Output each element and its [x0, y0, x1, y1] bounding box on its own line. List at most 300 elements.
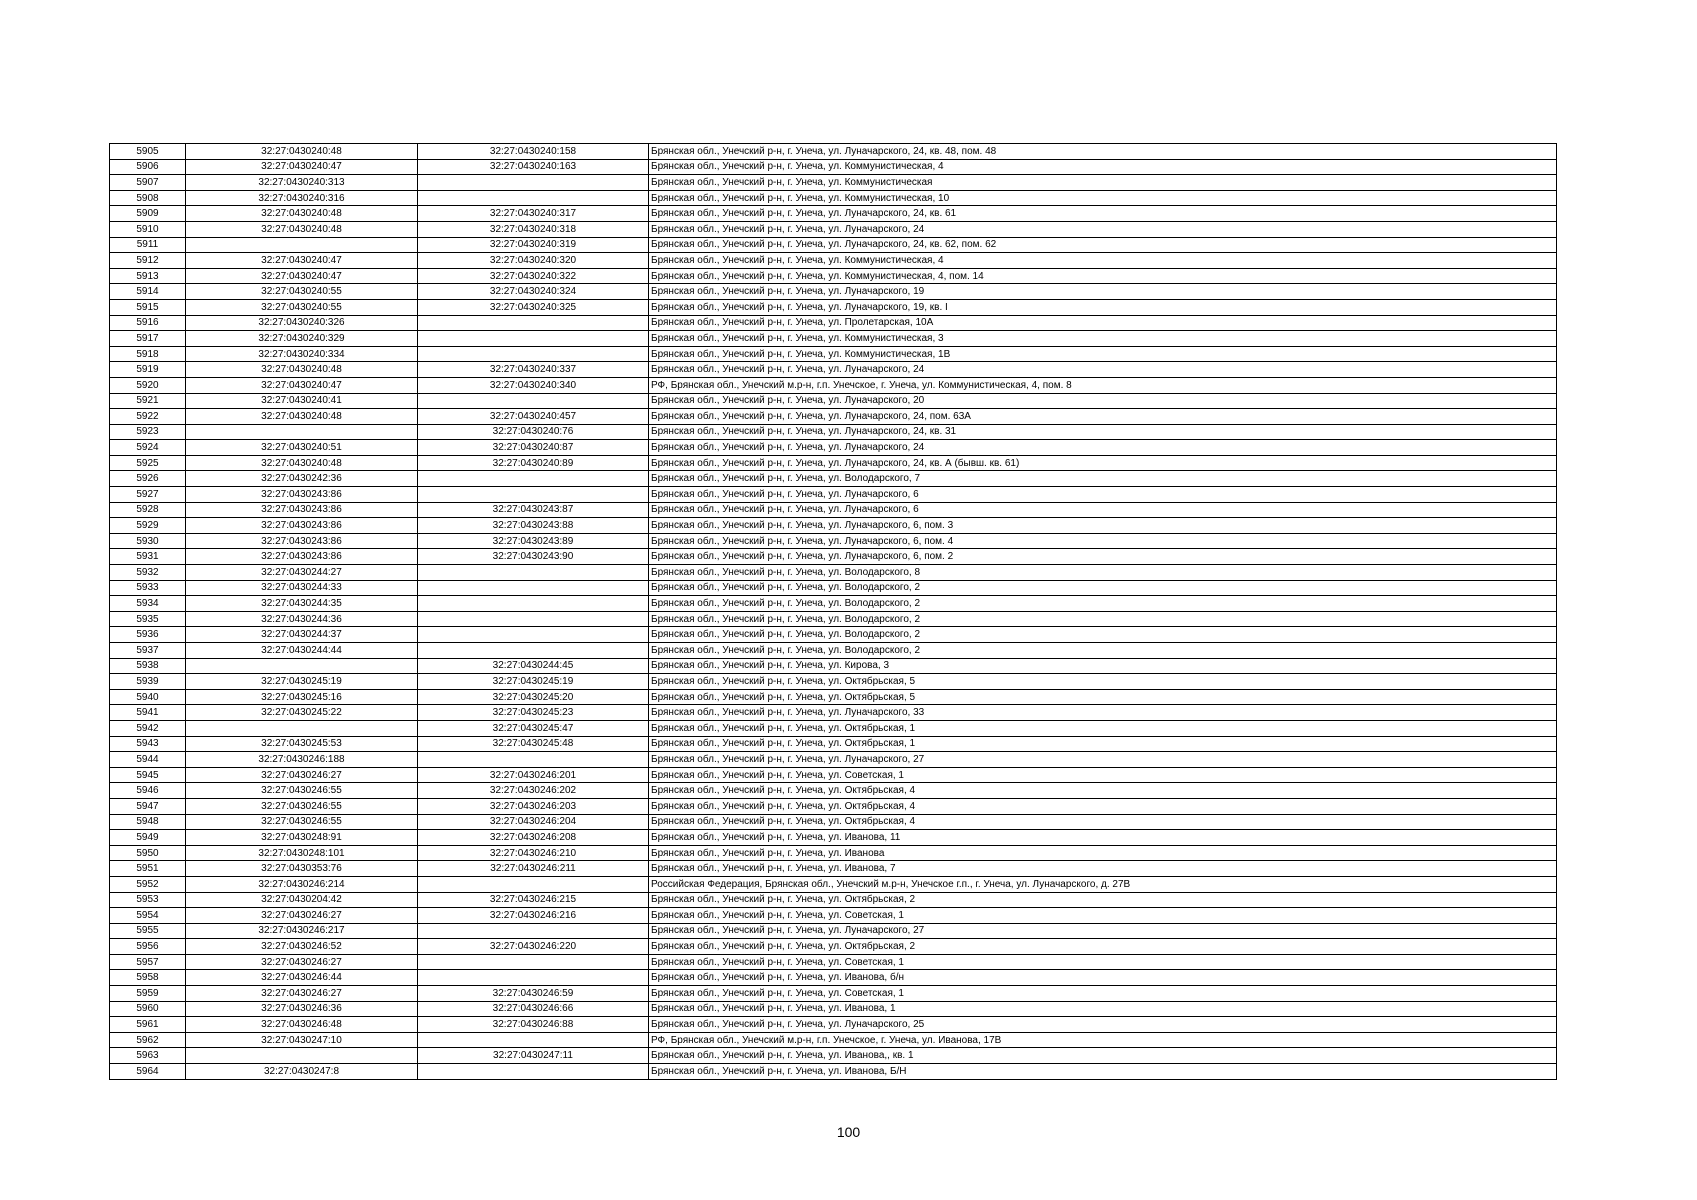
row-number-cell: 5943: [110, 736, 186, 752]
parcel-number-cell: 32:27:0430246:48: [186, 1017, 418, 1033]
address-cell: Брянская обл., Унечский р-н, г. Унеча, ул. Володарского, 8: [649, 565, 1557, 581]
object-number-cell: 32:27:0430246:59: [418, 986, 649, 1002]
parcel-number-cell: 32:27:0430246:217: [186, 923, 418, 939]
address-cell: Брянская обл., Унечский р-н, г. Унеча, ул. Октябрьская, 4: [649, 783, 1557, 799]
table-row: [110, 471, 1557, 487]
table-row: [110, 689, 1557, 705]
parcel-number-cell: 32:27:0430248:101: [186, 845, 418, 861]
address-cell: Брянская обл., Унечский р-н, г. Унеча, ул. Луначарского, 27: [649, 923, 1557, 939]
table-row: [110, 580, 1557, 596]
parcel-number-cell: 32:27:0430247:10: [186, 1032, 418, 1048]
address-cell: Брянская обл., Унечский р-н, г. Унеча, ул. Кирова, 3: [649, 658, 1557, 674]
row-number-cell: 5919: [110, 362, 186, 378]
table-row: [110, 1064, 1557, 1080]
address-cell: РФ, Брянская обл., Унечский м.р-н, г.п. Унечское, г. Унеча, ул. Иванова, 17В: [649, 1032, 1557, 1048]
table-row: [110, 643, 1557, 659]
address-cell: Брянская обл., Унечский р-н, г. Унеча, ул. Луначарского, 24, кв. 61: [649, 206, 1557, 222]
row-number-cell: 5963: [110, 1048, 186, 1064]
row-number-cell: 5948: [110, 814, 186, 830]
object-number-cell: [418, 876, 649, 892]
row-number-cell: 5956: [110, 939, 186, 955]
table-row: [110, 549, 1557, 565]
parcel-number-cell: 32:27:0430246:36: [186, 1001, 418, 1017]
object-number-cell: 32:27:0430240:325: [418, 299, 649, 315]
parcel-number-cell: 32:27:0430246:27: [186, 954, 418, 970]
table-row: [110, 767, 1557, 783]
parcel-number-cell: 32:27:0430246:52: [186, 939, 418, 955]
row-number-cell: 5925: [110, 455, 186, 471]
parcel-number-cell: 32:27:0430204:42: [186, 892, 418, 908]
parcel-number-cell: 32:27:0430247:8: [186, 1064, 418, 1080]
object-number-cell: 32:27:0430246:211: [418, 861, 649, 877]
parcel-number-cell: 32:27:0430244:36: [186, 611, 418, 627]
address-cell: Брянская обл., Унечский р-н, г. Унеча, ул. Луначарского, 6, пом. 3: [649, 518, 1557, 534]
address-cell: Брянская обл., Унечский р-н, г. Унеча, ул. Иванова, 11: [649, 830, 1557, 846]
address-cell: Брянская обл., Унечский р-н, г. Унеча, ул. Октябрьская, 2: [649, 892, 1557, 908]
object-number-cell: 32:27:0430243:89: [418, 533, 649, 549]
object-number-cell: 32:27:0430243:87: [418, 502, 649, 518]
parcel-number-cell: 32:27:0430246:214: [186, 876, 418, 892]
row-number-cell: 5944: [110, 752, 186, 768]
parcel-number-cell: 32:27:0430246:55: [186, 798, 418, 814]
parcel-number-cell: 32:27:0430240:41: [186, 393, 418, 409]
table-row: [110, 487, 1557, 503]
address-cell: Брянская обл., Унечский р-н, г. Унеча, ул. Володарского, 2: [649, 643, 1557, 659]
row-number-cell: 5957: [110, 954, 186, 970]
table-row: [110, 455, 1557, 471]
object-number-cell: 32:27:0430243:90: [418, 549, 649, 565]
object-number-cell: 32:27:0430246:202: [418, 783, 649, 799]
object-number-cell: 32:27:0430246:66: [418, 1001, 649, 1017]
address-cell: РФ, Брянская обл., Унечский м.р-н, г.п. Унечское, г. Унеча, ул. Коммунистическая, 4, пом. 8: [649, 377, 1557, 393]
parcel-number-cell: 32:27:0430240:313: [186, 175, 418, 191]
object-number-cell: 32:27:0430240:76: [418, 424, 649, 440]
address-cell: Брянская обл., Унечский р-н, г. Унеча, ул. Иванова: [649, 845, 1557, 861]
parcel-number-cell: 32:27:0430240:47: [186, 268, 418, 284]
parcel-number-cell: 32:27:0430240:48: [186, 221, 418, 237]
address-cell: Брянская обл., Унечский р-н, г. Унеча, ул. Луначарского, 19, кв. I: [649, 299, 1557, 315]
address-cell: Брянская обл., Унечский р-н, г. Унеча, ул. Луначарского, 6: [649, 502, 1557, 518]
row-number-cell: 5934: [110, 596, 186, 612]
table-row: [110, 144, 1557, 160]
object-number-cell: [418, 471, 649, 487]
row-number-cell: 5917: [110, 331, 186, 347]
parcel-number-cell: 32:27:0430240:329: [186, 331, 418, 347]
address-cell: Брянская обл., Унечский р-н, г. Унеча, ул. Володарского, 2: [649, 627, 1557, 643]
table-row: [110, 424, 1557, 440]
parcel-number-cell: 32:27:0430240:55: [186, 299, 418, 315]
address-cell: Брянская обл., Унечский р-н, г. Унеча, ул. Луначарского, 24: [649, 221, 1557, 237]
parcel-number-cell: 32:27:0430245:22: [186, 705, 418, 721]
parcel-number-cell: [186, 237, 418, 253]
object-number-cell: [418, 752, 649, 768]
object-number-cell: [418, 565, 649, 581]
parcel-number-cell: 32:27:0430353:76: [186, 861, 418, 877]
row-number-cell: 5938: [110, 658, 186, 674]
table-row: [110, 221, 1557, 237]
row-number-cell: 5955: [110, 923, 186, 939]
table-row: [110, 814, 1557, 830]
table-row: [110, 705, 1557, 721]
object-number-cell: [418, 393, 649, 409]
row-number-cell: 5908: [110, 190, 186, 206]
address-cell: Брянская обл., Унечский р-н, г. Унеча, ул. Иванова, 7: [649, 861, 1557, 877]
parcel-number-cell: 32:27:0430240:47: [186, 377, 418, 393]
object-number-cell: [418, 627, 649, 643]
parcel-number-cell: 32:27:0430246:27: [186, 908, 418, 924]
object-number-cell: 32:27:0430246:201: [418, 767, 649, 783]
table-row: [110, 346, 1557, 362]
object-number-cell: [418, 643, 649, 659]
parcel-number-cell: [186, 424, 418, 440]
address-cell: Брянская обл., Унечский р-н, г. Унеча, ул. Луначарского, 33: [649, 705, 1557, 721]
parcel-number-cell: 32:27:0430243:86: [186, 487, 418, 503]
row-number-cell: 5907: [110, 175, 186, 191]
row-number-cell: 5924: [110, 440, 186, 456]
row-number-cell: 5935: [110, 611, 186, 627]
object-number-cell: 32:27:0430246:208: [418, 830, 649, 846]
row-number-cell: 5929: [110, 518, 186, 534]
address-cell: Брянская обл., Унечский р-н, г. Унеча, ул. Луначарского, 24, кв. 62, пом. 62: [649, 237, 1557, 253]
object-number-cell: [418, 331, 649, 347]
table-row: [110, 908, 1557, 924]
table-row: [110, 299, 1557, 315]
table-row: [110, 939, 1557, 955]
parcel-number-cell: 32:27:0430246:44: [186, 970, 418, 986]
table-row: [110, 502, 1557, 518]
table-row: [110, 253, 1557, 269]
table-row: [110, 752, 1557, 768]
table-row: [110, 1048, 1557, 1064]
address-cell: Брянская обл., Унечский р-н, г. Унеча, ул. Октябрьская, 5: [649, 689, 1557, 705]
table-row: [110, 845, 1557, 861]
object-number-cell: 32:27:0430245:47: [418, 720, 649, 736]
parcel-number-cell: 32:27:0430248:91: [186, 830, 418, 846]
address-cell: Брянская обл., Унечский р-н, г. Унеча, ул. Иванова, б/н: [649, 970, 1557, 986]
row-number-cell: 5922: [110, 409, 186, 425]
parcel-number-cell: 32:27:0430246:188: [186, 752, 418, 768]
registry-table-body: [110, 144, 1557, 1080]
table-row: [110, 268, 1557, 284]
object-number-cell: 32:27:0430240:320: [418, 253, 649, 269]
row-number-cell: 5933: [110, 580, 186, 596]
registry-table: [109, 143, 1557, 1080]
row-number-cell: 5960: [110, 1001, 186, 1017]
row-number-cell: 5952: [110, 876, 186, 892]
object-number-cell: 32:27:0430240:340: [418, 377, 649, 393]
parcel-number-cell: 32:27:0430246:27: [186, 986, 418, 1002]
table-row: [110, 783, 1557, 799]
address-cell: Брянская обл., Унечский р-н, г. Унеча, ул. Октябрьская, 4: [649, 798, 1557, 814]
object-number-cell: [418, 1064, 649, 1080]
address-cell: Брянская обл., Унечский р-н, г. Унеча, ул. Иванова,, кв. 1: [649, 1048, 1557, 1064]
parcel-number-cell: 32:27:0430240:334: [186, 346, 418, 362]
object-number-cell: [418, 346, 649, 362]
address-cell: Брянская обл., Унечский р-н, г. Унеча, ул. Октябрьская, 4: [649, 814, 1557, 830]
parcel-number-cell: 32:27:0430243:86: [186, 549, 418, 565]
parcel-number-cell: 32:27:0430246:55: [186, 814, 418, 830]
parcel-number-cell: 32:27:0430246:27: [186, 767, 418, 783]
address-cell: Брянская обл., Унечский р-н, г. Унеча, ул. Луначарского, 19: [649, 284, 1557, 300]
parcel-number-cell: 32:27:0430240:51: [186, 440, 418, 456]
row-number-cell: 5951: [110, 861, 186, 877]
row-number-cell: 5932: [110, 565, 186, 581]
address-cell: Брянская обл., Унечский р-н, г. Унеча, ул. Пролетарская, 10А: [649, 315, 1557, 331]
row-number-cell: 5954: [110, 908, 186, 924]
object-number-cell: 32:27:0430246:215: [418, 892, 649, 908]
object-number-cell: [418, 190, 649, 206]
object-number-cell: 32:27:0430243:88: [418, 518, 649, 534]
address-cell: Брянская обл., Унечский р-н, г. Унеча, ул. Коммунистическая, 4: [649, 253, 1557, 269]
address-cell: Брянская обл., Унечский р-н, г. Унеча, ул. Октябрьская, 1: [649, 720, 1557, 736]
row-number-cell: 5931: [110, 549, 186, 565]
object-number-cell: 32:27:0430240:158: [418, 144, 649, 160]
parcel-number-cell: 32:27:0430240:326: [186, 315, 418, 331]
row-number-cell: 5906: [110, 159, 186, 175]
row-number-cell: 5910: [110, 221, 186, 237]
table-row: [110, 409, 1557, 425]
address-cell: Брянская обл., Унечский р-н, г. Унеча, ул. Коммунистическая, 10: [649, 190, 1557, 206]
parcel-number-cell: 32:27:0430240:55: [186, 284, 418, 300]
row-number-cell: 5962: [110, 1032, 186, 1048]
parcel-number-cell: 32:27:0430240:316: [186, 190, 418, 206]
table-row: [110, 377, 1557, 393]
parcel-number-cell: 32:27:0430240:48: [186, 144, 418, 160]
parcel-number-cell: 32:27:0430246:55: [186, 783, 418, 799]
object-number-cell: [418, 954, 649, 970]
row-number-cell: 5915: [110, 299, 186, 315]
object-number-cell: 32:27:0430240:87: [418, 440, 649, 456]
row-number-cell: 5959: [110, 986, 186, 1002]
address-cell: Брянская обл., Унечский р-н, г. Унеча, ул. Луначарского, 24: [649, 362, 1557, 378]
object-number-cell: 32:27:0430246:220: [418, 939, 649, 955]
table-row: [110, 393, 1557, 409]
address-cell: Брянская обл., Унечский р-н, г. Унеча, ул. Советская, 1: [649, 986, 1557, 1002]
table-row: [110, 206, 1557, 222]
address-cell: Брянская обл., Унечский р-н, г. Унеча, ул. Луначарского, 24, кв. 48, пом. 48: [649, 144, 1557, 160]
row-number-cell: 5940: [110, 689, 186, 705]
address-cell: Брянская обл., Унечский р-н, г. Унеча, ул. Октябрьская, 2: [649, 939, 1557, 955]
parcel-number-cell: [186, 720, 418, 736]
address-cell: Брянская обл., Унечский р-н, г. Унеча, ул. Луначарского, 6, пом. 4: [649, 533, 1557, 549]
table-row: [110, 923, 1557, 939]
object-number-cell: [418, 1032, 649, 1048]
table-row: [110, 674, 1557, 690]
address-cell: Брянская обл., Унечский р-н, г. Унеча, ул. Луначарского, 6: [649, 487, 1557, 503]
object-number-cell: 32:27:0430240:318: [418, 221, 649, 237]
row-number-cell: 5961: [110, 1017, 186, 1033]
parcel-number-cell: 32:27:0430245:53: [186, 736, 418, 752]
parcel-number-cell: 32:27:0430245:16: [186, 689, 418, 705]
table-row: [110, 175, 1557, 191]
object-number-cell: [418, 970, 649, 986]
address-cell: Российская Федерация, Брянская обл., Унечский м.р-н, Унечское г.п., г. Унеча, ул. Луначарского, д. 27В: [649, 876, 1557, 892]
table-row: [110, 954, 1557, 970]
row-number-cell: 5913: [110, 268, 186, 284]
object-number-cell: [418, 611, 649, 627]
row-number-cell: 5947: [110, 798, 186, 814]
address-cell: Брянская обл., Унечский р-н, г. Унеча, ул. Луначарского, 24, пом. 63А: [649, 409, 1557, 425]
address-cell: Брянская обл., Унечский р-н, г. Унеча, ул. Советская, 1: [649, 908, 1557, 924]
address-cell: Брянская обл., Унечский р-н, г. Унеча, ул. Луначарского, 25: [649, 1017, 1557, 1033]
address-cell: Брянская обл., Унечский р-н, г. Унеча, ул. Володарского, 2: [649, 580, 1557, 596]
object-number-cell: 32:27:0430247:11: [418, 1048, 649, 1064]
address-cell: Брянская обл., Унечский р-н, г. Унеча, ул. Луначарского, 27: [649, 752, 1557, 768]
table-row: [110, 284, 1557, 300]
table-row: [110, 627, 1557, 643]
table-row: [110, 658, 1557, 674]
row-number-cell: 5920: [110, 377, 186, 393]
object-number-cell: 32:27:0430246:210: [418, 845, 649, 861]
object-number-cell: [418, 596, 649, 612]
row-number-cell: 5927: [110, 487, 186, 503]
table-row: [110, 190, 1557, 206]
object-number-cell: 32:27:0430246:88: [418, 1017, 649, 1033]
address-cell: Брянская обл., Унечский р-н, г. Унеча, ул. Коммунистическая, 4, пом. 14: [649, 268, 1557, 284]
table-row: [110, 331, 1557, 347]
table-row: [110, 518, 1557, 534]
address-cell: Брянская обл., Унечский р-н, г. Унеча, ул. Володарского, 7: [649, 471, 1557, 487]
row-number-cell: 5942: [110, 720, 186, 736]
row-number-cell: 5937: [110, 643, 186, 659]
row-number-cell: 5964: [110, 1064, 186, 1080]
table-row: [110, 611, 1557, 627]
object-number-cell: 32:27:0430245:23: [418, 705, 649, 721]
row-number-cell: 5936: [110, 627, 186, 643]
parcel-number-cell: 32:27:0430243:86: [186, 533, 418, 549]
parcel-number-cell: 32:27:0430244:33: [186, 580, 418, 596]
parcel-number-cell: 32:27:0430240:47: [186, 253, 418, 269]
parcel-number-cell: 32:27:0430240:48: [186, 409, 418, 425]
address-cell: Брянская обл., Унечский р-н, г. Унеча, ул. Советская, 1: [649, 954, 1557, 970]
table-row: [110, 861, 1557, 877]
table-row: [110, 798, 1557, 814]
object-number-cell: 32:27:0430240:324: [418, 284, 649, 300]
address-cell: Брянская обл., Унечский р-н, г. Унеча, ул. Луначарского, 20: [649, 393, 1557, 409]
table-row: [110, 440, 1557, 456]
address-cell: Брянская обл., Унечский р-н, г. Унеча, ул. Октябрьская, 5: [649, 674, 1557, 690]
row-number-cell: 5909: [110, 206, 186, 222]
row-number-cell: 5914: [110, 284, 186, 300]
object-number-cell: 32:27:0430246:216: [418, 908, 649, 924]
parcel-number-cell: 32:27:0430240:47: [186, 159, 418, 175]
object-number-cell: 32:27:0430240:317: [418, 206, 649, 222]
table-row: [110, 159, 1557, 175]
object-number-cell: [418, 315, 649, 331]
row-number-cell: 5923: [110, 424, 186, 440]
row-number-cell: 5941: [110, 705, 186, 721]
table-row: [110, 1017, 1557, 1033]
object-number-cell: [418, 580, 649, 596]
row-number-cell: 5946: [110, 783, 186, 799]
parcel-number-cell: 32:27:0430244:44: [186, 643, 418, 659]
address-cell: Брянская обл., Унечский р-н, г. Унеча, ул. Луначарского, 24, кв. 31: [649, 424, 1557, 440]
address-cell: Брянская обл., Унечский р-н, г. Унеча, ул. Коммунистическая, 3: [649, 331, 1557, 347]
table-row: [110, 533, 1557, 549]
object-number-cell: [418, 175, 649, 191]
row-number-cell: 5921: [110, 393, 186, 409]
row-number-cell: 5930: [110, 533, 186, 549]
table-row: [110, 970, 1557, 986]
address-cell: Брянская обл., Унечский р-н, г. Унеча, ул. Советская, 1: [649, 767, 1557, 783]
row-number-cell: 5918: [110, 346, 186, 362]
table-row: [110, 736, 1557, 752]
object-number-cell: 32:27:0430240:337: [418, 362, 649, 378]
address-cell: Брянская обл., Унечский р-н, г. Унеча, ул. Володарского, 2: [649, 596, 1557, 612]
parcel-number-cell: 32:27:0430240:48: [186, 455, 418, 471]
row-number-cell: 5953: [110, 892, 186, 908]
address-cell: Брянская обл., Унечский р-н, г. Унеча, ул. Коммунистическая: [649, 175, 1557, 191]
object-number-cell: 32:27:0430245:20: [418, 689, 649, 705]
object-number-cell: [418, 923, 649, 939]
table-row: [110, 565, 1557, 581]
table-row: [110, 1001, 1557, 1017]
object-number-cell: 32:27:0430246:204: [418, 814, 649, 830]
parcel-number-cell: [186, 1048, 418, 1064]
row-number-cell: 5926: [110, 471, 186, 487]
row-number-cell: 5916: [110, 315, 186, 331]
object-number-cell: 32:27:0430244:45: [418, 658, 649, 674]
row-number-cell: 5905: [110, 144, 186, 160]
parcel-number-cell: 32:27:0430244:27: [186, 565, 418, 581]
row-number-cell: 5949: [110, 830, 186, 846]
object-number-cell: 32:27:0430240:457: [418, 409, 649, 425]
object-number-cell: 32:27:0430240:89: [418, 455, 649, 471]
address-cell: Брянская обл., Унечский р-н, г. Унеча, ул. Луначарского, 6, пом. 2: [649, 549, 1557, 565]
address-cell: Брянская обл., Унечский р-н, г. Унеча, ул. Луначарского, 24: [649, 440, 1557, 456]
table-row: [110, 720, 1557, 736]
object-number-cell: [418, 487, 649, 503]
parcel-number-cell: 32:27:0430245:19: [186, 674, 418, 690]
parcel-number-cell: 32:27:0430240:48: [186, 362, 418, 378]
parcel-number-cell: [186, 658, 418, 674]
object-number-cell: 32:27:0430245:48: [418, 736, 649, 752]
table-row: [110, 1032, 1557, 1048]
object-number-cell: 32:27:0430245:19: [418, 674, 649, 690]
row-number-cell: 5911: [110, 237, 186, 253]
object-number-cell: 32:27:0430246:203: [418, 798, 649, 814]
table-row: [110, 315, 1557, 331]
table-row: [110, 876, 1557, 892]
object-number-cell: 32:27:0430240:322: [418, 268, 649, 284]
parcel-number-cell: 32:27:0430244:35: [186, 596, 418, 612]
row-number-cell: 5950: [110, 845, 186, 861]
parcel-number-cell: 32:27:0430240:48: [186, 206, 418, 222]
object-number-cell: 32:27:0430240:163: [418, 159, 649, 175]
row-number-cell: 5958: [110, 970, 186, 986]
row-number-cell: 5945: [110, 767, 186, 783]
address-cell: Брянская обл., Унечский р-н, г. Унеча, ул. Иванова, Б/Н: [649, 1064, 1557, 1080]
address-cell: Брянская обл., Унечский р-н, г. Унеча, ул. Иванова, 1: [649, 1001, 1557, 1017]
address-cell: Брянская обл., Унечский р-н, г. Унеча, ул. Володарского, 2: [649, 611, 1557, 627]
table-row: [110, 892, 1557, 908]
row-number-cell: 5912: [110, 253, 186, 269]
address-cell: Брянская обл., Унечский р-н, г. Унеча, ул. Луначарского, 24, кв. А (бывш. кв. 61): [649, 455, 1557, 471]
table-row: [110, 237, 1557, 253]
address-cell: Брянская обл., Унечский р-н, г. Унеча, ул. Коммунистическая, 4: [649, 159, 1557, 175]
row-number-cell: 5939: [110, 674, 186, 690]
table-row: [110, 362, 1557, 378]
row-number-cell: 5928: [110, 502, 186, 518]
table-row: [110, 596, 1557, 612]
address-cell: Брянская обл., Унечский р-н, г. Унеча, ул. Октябрьская, 1: [649, 736, 1557, 752]
table-row: [110, 830, 1557, 846]
parcel-number-cell: 32:27:0430244:37: [186, 627, 418, 643]
parcel-number-cell: 32:27:0430243:86: [186, 502, 418, 518]
table-row: [110, 986, 1557, 1002]
parcel-number-cell: 32:27:0430242:36: [186, 471, 418, 487]
page-number: 100: [836, 1124, 861, 1140]
